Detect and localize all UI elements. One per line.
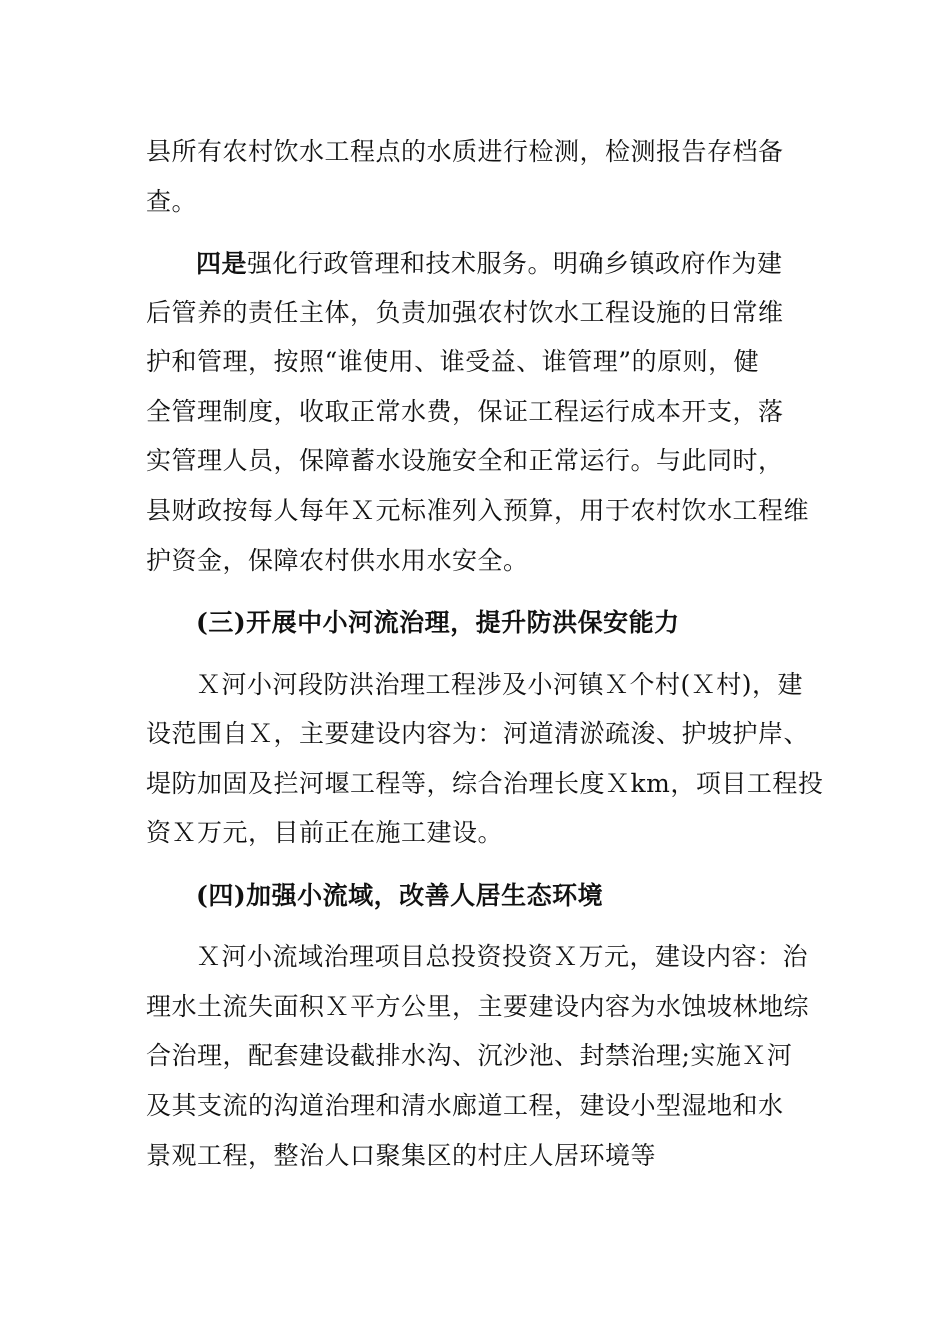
section-heading-4: (四)加强小流域，改善人居生态环境: [196, 881, 604, 910]
paragraph-4-line-2: 理水土流失面积Ｘ平方公里，主要建设内容为水蚀坡林地综: [146, 992, 810, 1021]
paragraph-2-line-1: [196, 247, 783, 281]
paragraph-4-line-5: 景观工程，整治人口聚集区的村庄人居环境等: [146, 1141, 657, 1170]
paragraph-4-line-4: 及其支流的沟道治理和清水廊道工程，建设小型湿地和水: [146, 1091, 784, 1120]
paragraph-1-line-2: 查。: [146, 187, 198, 216]
paragraph-3-line-4: 资Ｘ万元，目前正在施工建设。: [146, 818, 504, 847]
paragraph-4-line-1: Ｘ河小流域治理项目总投资投资Ｘ万元，建设内容：治: [196, 942, 809, 971]
paragraph-3-line-3: 堤防加固及拦河堰工程等，综合治理长度Ｘkm，项目工程投: [146, 769, 824, 798]
paragraph-2-lead: 四是: [196, 249, 248, 278]
paragraph-4-line-3: 合治理，配套建设截排水沟、沉沙池、封禁治理;实施Ｘ河: [146, 1041, 793, 1070]
paragraph-2-line-4: 全管理制度，收取正常水费，保证工程运行成本开支，落: [146, 397, 784, 426]
paragraph-2-line-6: 县财政按每人每年Ｘ元标准列入预算，用于农村饮水工程维: [146, 496, 810, 525]
paragraph-2-line-1-text: 强化行政管理和技术服务。明确乡镇政府作为建: [247, 249, 783, 278]
paragraph-2-line-7: 护资金，保障农村供水用水安全。: [146, 546, 529, 575]
paragraph-1-line-1: 县所有农村饮水工程点的水质进行检测，检测报告存档备: [146, 137, 784, 166]
paragraph-2-line-3: 护和管理，按照“谁使用、谁受益、谁管理”的原则，健: [146, 347, 760, 376]
paragraph-2-line-2: 后管养的责任主体，负责加强农村饮水工程设施的日常维: [146, 298, 784, 327]
section-heading-3: (三)开展中小河流治理，提升防洪保安能力: [196, 608, 680, 637]
paragraph-2-line-5: 实管理人员，保障蓄水设施安全和正常运行。与此同时，: [146, 446, 784, 475]
paragraph-3-line-2: 设范围自Ｘ，主要建设内容为：河道清淤疏浚、护坡护岸、: [146, 719, 810, 748]
paragraph-3-line-1: Ｘ河小河段防洪治理工程涉及小河镇Ｘ个村(Ｘ村)，建: [196, 670, 804, 699]
